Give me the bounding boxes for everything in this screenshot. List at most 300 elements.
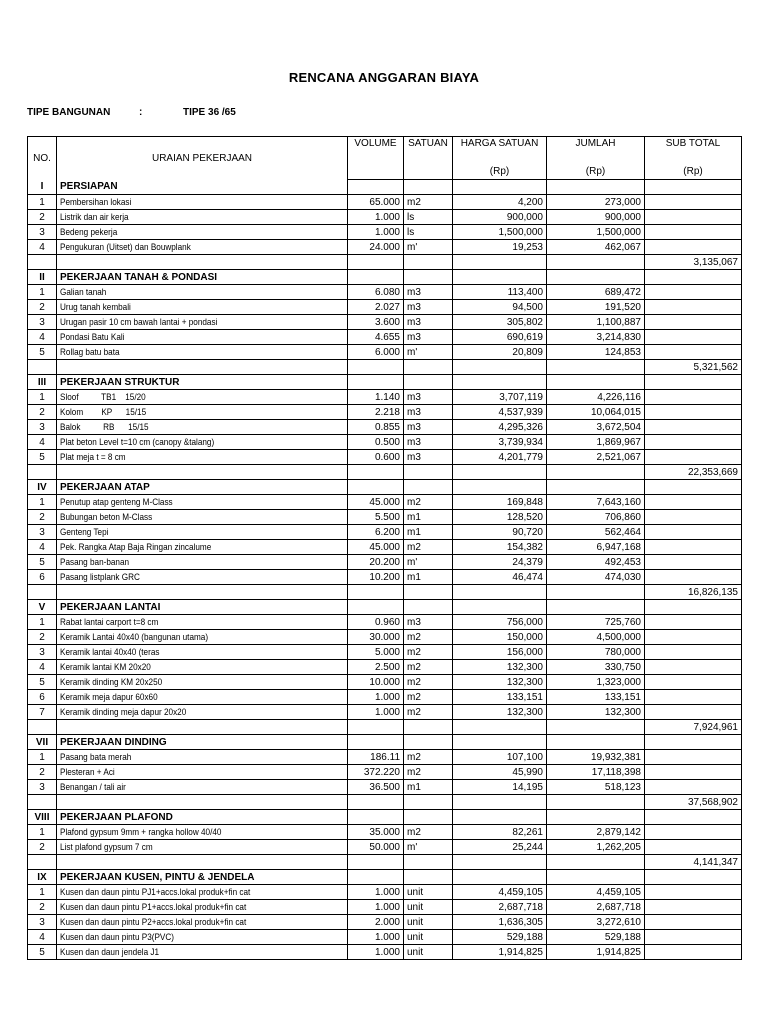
item-unit: m2 <box>404 630 453 645</box>
header-harga: HARGA SATUAN <box>453 137 547 166</box>
item-unit-price: 900,000 <box>453 210 547 225</box>
empty-cell <box>28 720 57 735</box>
empty-cell <box>404 270 453 285</box>
item-number: 1 <box>28 885 57 900</box>
item-amount: 689,472 <box>547 285 645 300</box>
item-amount: 725,760 <box>547 615 645 630</box>
header-jumlah: JUMLAH <box>547 137 645 166</box>
empty-cell <box>645 885 742 900</box>
item-volume: 0.600 <box>348 450 404 465</box>
subtotal-row <box>28 720 742 735</box>
item-volume: 5.500 <box>348 510 404 525</box>
item-unit-price: 3,739,934 <box>453 435 547 450</box>
table-row <box>28 675 742 690</box>
item-description <box>57 780 348 795</box>
empty-cell <box>404 795 453 810</box>
empty-cell <box>348 270 404 285</box>
table-row <box>28 225 742 240</box>
item-unit: m2 <box>404 195 453 210</box>
item-number: 2 <box>28 630 57 645</box>
item-unit: m3 <box>404 315 453 330</box>
item-description <box>57 660 348 675</box>
empty-cell <box>645 480 742 495</box>
item-amount: 273,000 <box>547 195 645 210</box>
item-number: 1 <box>28 285 57 300</box>
item-number: 2 <box>28 840 57 855</box>
header-uraian: URAIAN PEKERJAAN <box>57 137 348 180</box>
section-title: PEKERJAAN TANAH & PONDASI <box>57 270 348 285</box>
empty-cell <box>645 540 742 555</box>
empty-cell <box>645 240 742 255</box>
empty-cell <box>645 630 742 645</box>
section-row <box>28 870 742 885</box>
empty-cell <box>348 810 404 825</box>
empty-cell <box>547 855 645 870</box>
item-volume: 30.000 <box>348 630 404 645</box>
table-row <box>28 555 742 570</box>
empty-cell <box>645 705 742 720</box>
item-description-text: Pembersihan lokasi <box>60 196 132 208</box>
item-number: 3 <box>28 420 57 435</box>
item-number: 1 <box>28 195 57 210</box>
item-unit-price: 305,802 <box>453 315 547 330</box>
item-amount: 133,151 <box>547 690 645 705</box>
table-row <box>28 435 742 450</box>
item-unit: m3 <box>404 405 453 420</box>
item-description <box>57 420 348 435</box>
item-unit-price: 20,809 <box>453 345 547 360</box>
item-description-text: Rollag batu bata <box>60 346 120 358</box>
item-amount: 7,643,160 <box>547 495 645 510</box>
empty-cell <box>404 810 453 825</box>
item-number: 1 <box>28 750 57 765</box>
item-volume: 5.000 <box>348 645 404 660</box>
item-description <box>57 390 348 405</box>
empty-cell <box>645 315 742 330</box>
item-description <box>57 450 348 465</box>
table-row <box>28 840 742 855</box>
item-unit: m3 <box>404 300 453 315</box>
empty-cell <box>645 405 742 420</box>
item-unit-price: 2,687,718 <box>453 900 547 915</box>
empty-cell <box>645 645 742 660</box>
header-satuan: SATUAN <box>404 137 453 166</box>
empty-cell <box>28 465 57 480</box>
section-subtotal: 5,321,562 <box>645 360 742 375</box>
item-unit-price: 154,382 <box>453 540 547 555</box>
item-unit-price: 4,200 <box>453 195 547 210</box>
item-number: 1 <box>28 615 57 630</box>
empty-cell <box>348 180 404 195</box>
empty-cell <box>348 585 404 600</box>
item-description <box>57 315 348 330</box>
item-number: 3 <box>28 780 57 795</box>
building-type-value: TIPE 36 /65 <box>183 107 236 118</box>
item-description <box>57 930 348 945</box>
item-description-text: Penutup atap genteng M-Class <box>60 496 173 508</box>
item-amount: 2,687,718 <box>547 900 645 915</box>
subtotal-row <box>28 855 742 870</box>
item-description <box>57 630 348 645</box>
item-amount: 3,272,610 <box>547 915 645 930</box>
item-amount: 562,464 <box>547 525 645 540</box>
empty-cell <box>645 285 742 300</box>
item-unit: unit <box>404 900 453 915</box>
empty-cell <box>645 930 742 945</box>
section-number: IV <box>28 480 57 495</box>
subtotal-row <box>28 360 742 375</box>
item-unit: m2 <box>404 705 453 720</box>
item-number: 3 <box>28 645 57 660</box>
item-volume: 6.080 <box>348 285 404 300</box>
empty-cell <box>645 825 742 840</box>
item-unit-price: 169,848 <box>453 495 547 510</box>
item-unit-price: 24,379 <box>453 555 547 570</box>
empty-cell <box>404 465 453 480</box>
empty-cell <box>404 870 453 885</box>
item-amount: 6,947,168 <box>547 540 645 555</box>
item-description <box>57 435 348 450</box>
item-description <box>57 570 348 585</box>
item-volume: 1.000 <box>348 705 404 720</box>
empty-cell <box>453 810 547 825</box>
item-volume: 1.000 <box>348 690 404 705</box>
empty-cell <box>645 375 742 390</box>
item-amount: 529,188 <box>547 930 645 945</box>
item-description-text: Kusen dan daun pintu P3(PVC) <box>60 931 175 943</box>
empty-cell <box>453 180 547 195</box>
table-row <box>28 525 742 540</box>
empty-cell <box>645 270 742 285</box>
header-harga-unit: (Rp) <box>453 165 547 180</box>
empty-cell <box>645 750 742 765</box>
item-unit: m3 <box>404 435 453 450</box>
item-amount: 780,000 <box>547 645 645 660</box>
empty-cell <box>404 735 453 750</box>
empty-cell <box>348 375 404 390</box>
building-type-label: TIPE BANGUNAN <box>27 107 111 118</box>
item-unit-price: 1,914,825 <box>453 945 547 960</box>
item-amount: 474,030 <box>547 570 645 585</box>
empty-cell <box>28 360 57 375</box>
item-unit-price: 46,474 <box>453 570 547 585</box>
empty-cell <box>453 255 547 270</box>
item-description-text: Plat meja t = 8 cm <box>60 451 126 463</box>
empty-cell <box>547 795 645 810</box>
item-description <box>57 195 348 210</box>
section-subtotal: 7,924,961 <box>645 720 742 735</box>
empty-cell <box>404 375 453 390</box>
item-number: 3 <box>28 525 57 540</box>
section-subtotal: 22,353,669 <box>645 465 742 480</box>
empty-cell <box>645 345 742 360</box>
item-number: 4 <box>28 660 57 675</box>
item-description <box>57 210 348 225</box>
item-unit: m3 <box>404 330 453 345</box>
item-unit: ls <box>404 210 453 225</box>
item-volume: 1.000 <box>348 885 404 900</box>
item-description-text: Plesteran + Aci <box>60 766 115 778</box>
item-number: 2 <box>28 210 57 225</box>
item-description-text: Sloof TB1 15/20 <box>60 391 146 403</box>
item-number: 2 <box>28 900 57 915</box>
item-volume: 0.500 <box>348 435 404 450</box>
empty-cell <box>453 600 547 615</box>
section-subtotal: 16,826,135 <box>645 585 742 600</box>
empty-cell <box>645 765 742 780</box>
item-unit-price: 14,195 <box>453 780 547 795</box>
item-description <box>57 330 348 345</box>
item-unit: m2 <box>404 765 453 780</box>
section-number: II <box>28 270 57 285</box>
empty-cell <box>453 585 547 600</box>
item-description-text: Listrik dan air kerja <box>60 211 129 223</box>
item-unit-price: 4,201,779 <box>453 450 547 465</box>
empty-cell <box>404 480 453 495</box>
item-unit-price: 3,707,119 <box>453 390 547 405</box>
section-title: PERSIAPAN <box>57 180 348 195</box>
item-description-text: Genteng Tepi <box>60 526 109 538</box>
empty-cell <box>645 330 742 345</box>
item-number: 3 <box>28 915 57 930</box>
item-unit: unit <box>404 945 453 960</box>
empty-cell <box>57 585 348 600</box>
item-unit: m2 <box>404 660 453 675</box>
item-volume: 1.140 <box>348 390 404 405</box>
empty-cell <box>453 465 547 480</box>
table-row <box>28 825 742 840</box>
item-description-text: Benangan / tali air <box>60 781 126 793</box>
empty-cell <box>28 585 57 600</box>
item-description-text: Urugan pasir 10 cm bawah lantai + pondasi <box>60 316 218 328</box>
item-volume: 1.000 <box>348 930 404 945</box>
item-amount: 4,226,116 <box>547 390 645 405</box>
item-unit: m1 <box>404 780 453 795</box>
item-unit-price: 1,636,305 <box>453 915 547 930</box>
item-amount: 3,672,504 <box>547 420 645 435</box>
item-unit: m2 <box>404 540 453 555</box>
empty-cell <box>645 510 742 525</box>
item-description <box>57 900 348 915</box>
item-description-text: Kusen dan daun jendela J1 <box>60 946 160 958</box>
item-unit-price: 4,459,105 <box>453 885 547 900</box>
section-title: PEKERJAAN STRUKTUR <box>57 375 348 390</box>
item-volume: 1.000 <box>348 945 404 960</box>
table-row <box>28 615 742 630</box>
table-row <box>28 345 742 360</box>
section-number: I <box>28 180 57 195</box>
item-volume: 186.11 <box>348 750 404 765</box>
table-row <box>28 660 742 675</box>
item-description-text: Plat beton Level t=10 cm (canopy &talang) <box>60 436 215 448</box>
table-row <box>28 645 742 660</box>
item-unit-price: 150,000 <box>453 630 547 645</box>
item-description-text: Kusen dan daun pintu P2+accs.lokal produk+fin cat <box>60 916 247 928</box>
budget-table <box>27 136 742 960</box>
item-volume: 65.000 <box>348 195 404 210</box>
empty-cell <box>28 855 57 870</box>
item-amount: 900,000 <box>547 210 645 225</box>
empty-cell <box>453 480 547 495</box>
item-unit: m1 <box>404 570 453 585</box>
item-description <box>57 555 348 570</box>
item-description-text: Pek. Rangka Atap Baja Ringan zincalume <box>60 541 212 553</box>
item-description <box>57 765 348 780</box>
item-unit-price: 4,295,326 <box>453 420 547 435</box>
item-unit-price: 128,520 <box>453 510 547 525</box>
item-description <box>57 495 348 510</box>
item-number: 5 <box>28 675 57 690</box>
table-row <box>28 900 742 915</box>
item-description-text: Galian tanah <box>60 286 107 298</box>
item-unit-price: 1,500,000 <box>453 225 547 240</box>
item-unit: m2 <box>404 495 453 510</box>
empty-cell <box>645 780 742 795</box>
item-number: 5 <box>28 345 57 360</box>
item-unit: unit <box>404 930 453 945</box>
empty-cell <box>645 390 742 405</box>
section-row <box>28 270 742 285</box>
item-number: 3 <box>28 225 57 240</box>
item-unit-price: 82,261 <box>453 825 547 840</box>
empty-cell <box>547 375 645 390</box>
subtotal-row <box>28 465 742 480</box>
item-volume: 10.200 <box>348 570 404 585</box>
section-title: PEKERJAAN LANTAI <box>57 600 348 615</box>
item-number: 7 <box>28 705 57 720</box>
table-row <box>28 750 742 765</box>
empty-cell <box>453 735 547 750</box>
item-description-text: Kusen dan daun pintu PJ1+accs.lokal produk+fin cat <box>60 886 251 898</box>
item-number: 1 <box>28 390 57 405</box>
subtotal-row <box>28 795 742 810</box>
empty-cell <box>645 435 742 450</box>
item-description-text: Pasang listplank GRC <box>60 571 140 583</box>
item-description <box>57 690 348 705</box>
item-volume: 45.000 <box>348 495 404 510</box>
empty-cell <box>404 600 453 615</box>
section-subtotal: 37,568,902 <box>645 795 742 810</box>
empty-cell <box>453 360 547 375</box>
empty-cell <box>645 300 742 315</box>
item-unit: m1 <box>404 525 453 540</box>
empty-cell <box>645 570 742 585</box>
item-number: 6 <box>28 570 57 585</box>
item-volume: 50.000 <box>348 840 404 855</box>
empty-cell <box>348 855 404 870</box>
item-description-text: Keramik lantai KM 20x20 <box>60 661 151 673</box>
table-row <box>28 630 742 645</box>
item-amount: 4,500,000 <box>547 630 645 645</box>
empty-cell <box>645 555 742 570</box>
item-amount: 2,879,142 <box>547 825 645 840</box>
item-description-text: Bedeng pekerja <box>60 226 118 238</box>
section-row <box>28 375 742 390</box>
section-row <box>28 600 742 615</box>
item-amount: 1,323,000 <box>547 675 645 690</box>
table-row <box>28 240 742 255</box>
empty-cell <box>57 720 348 735</box>
empty-cell <box>645 915 742 930</box>
table-row <box>28 210 742 225</box>
item-volume: 4.655 <box>348 330 404 345</box>
empty-cell <box>57 255 348 270</box>
empty-cell <box>645 180 742 195</box>
item-description <box>57 945 348 960</box>
document-title: RENCANA ANGGARAN BIAYA <box>288 70 480 85</box>
header-subtotal: SUB TOTAL <box>645 137 742 166</box>
table-row <box>28 915 742 930</box>
item-unit-price: 4,537,939 <box>453 405 547 420</box>
item-volume: 45.000 <box>348 540 404 555</box>
item-unit: m' <box>404 555 453 570</box>
table-row <box>28 315 742 330</box>
item-description-text: Keramik lantai 40x40 (teras <box>60 646 160 658</box>
section-number: III <box>28 375 57 390</box>
item-amount: 191,520 <box>547 300 645 315</box>
section-number: IX <box>28 870 57 885</box>
empty-cell <box>348 720 404 735</box>
item-description <box>57 885 348 900</box>
empty-cell <box>348 360 404 375</box>
item-unit: m2 <box>404 750 453 765</box>
item-volume: 36.500 <box>348 780 404 795</box>
header-subtotal-unit: (Rp) <box>645 165 742 180</box>
item-description-text: Pengukuran (Uitset) dan Bouwplank <box>60 241 191 253</box>
empty-cell <box>547 270 645 285</box>
empty-cell <box>547 600 645 615</box>
item-description <box>57 675 348 690</box>
item-description <box>57 510 348 525</box>
empty-cell <box>348 480 404 495</box>
table-row <box>28 570 742 585</box>
item-amount: 1,500,000 <box>547 225 645 240</box>
item-volume: 3.600 <box>348 315 404 330</box>
section-row <box>28 180 742 195</box>
item-description-text: Urug tanah kembali <box>60 301 131 313</box>
item-volume: 372.220 <box>348 765 404 780</box>
item-unit: m1 <box>404 510 453 525</box>
empty-cell <box>645 675 742 690</box>
item-amount: 518,123 <box>547 780 645 795</box>
empty-cell <box>645 210 742 225</box>
empty-cell <box>645 945 742 960</box>
item-volume: 1.000 <box>348 225 404 240</box>
empty-cell <box>645 495 742 510</box>
item-number: 4 <box>28 240 57 255</box>
item-description <box>57 405 348 420</box>
empty-cell <box>404 720 453 735</box>
item-unit-price: 132,300 <box>453 675 547 690</box>
item-description <box>57 705 348 720</box>
empty-cell <box>453 870 547 885</box>
item-unit: ls <box>404 225 453 240</box>
item-amount: 492,453 <box>547 555 645 570</box>
item-volume: 35.000 <box>348 825 404 840</box>
item-volume: 6.200 <box>348 525 404 540</box>
empty-cell <box>57 795 348 810</box>
subtotal-row <box>28 255 742 270</box>
item-unit-price: 107,100 <box>453 750 547 765</box>
budget-table-body <box>28 180 742 960</box>
empty-cell <box>348 870 404 885</box>
section-title: PEKERJAAN DINDING <box>57 735 348 750</box>
item-unit-price: 132,300 <box>453 660 547 675</box>
table-row <box>28 420 742 435</box>
building-type-line <box>27 107 236 118</box>
item-description-text: Kolom KP 15/15 <box>60 406 147 418</box>
empty-cell <box>645 615 742 630</box>
